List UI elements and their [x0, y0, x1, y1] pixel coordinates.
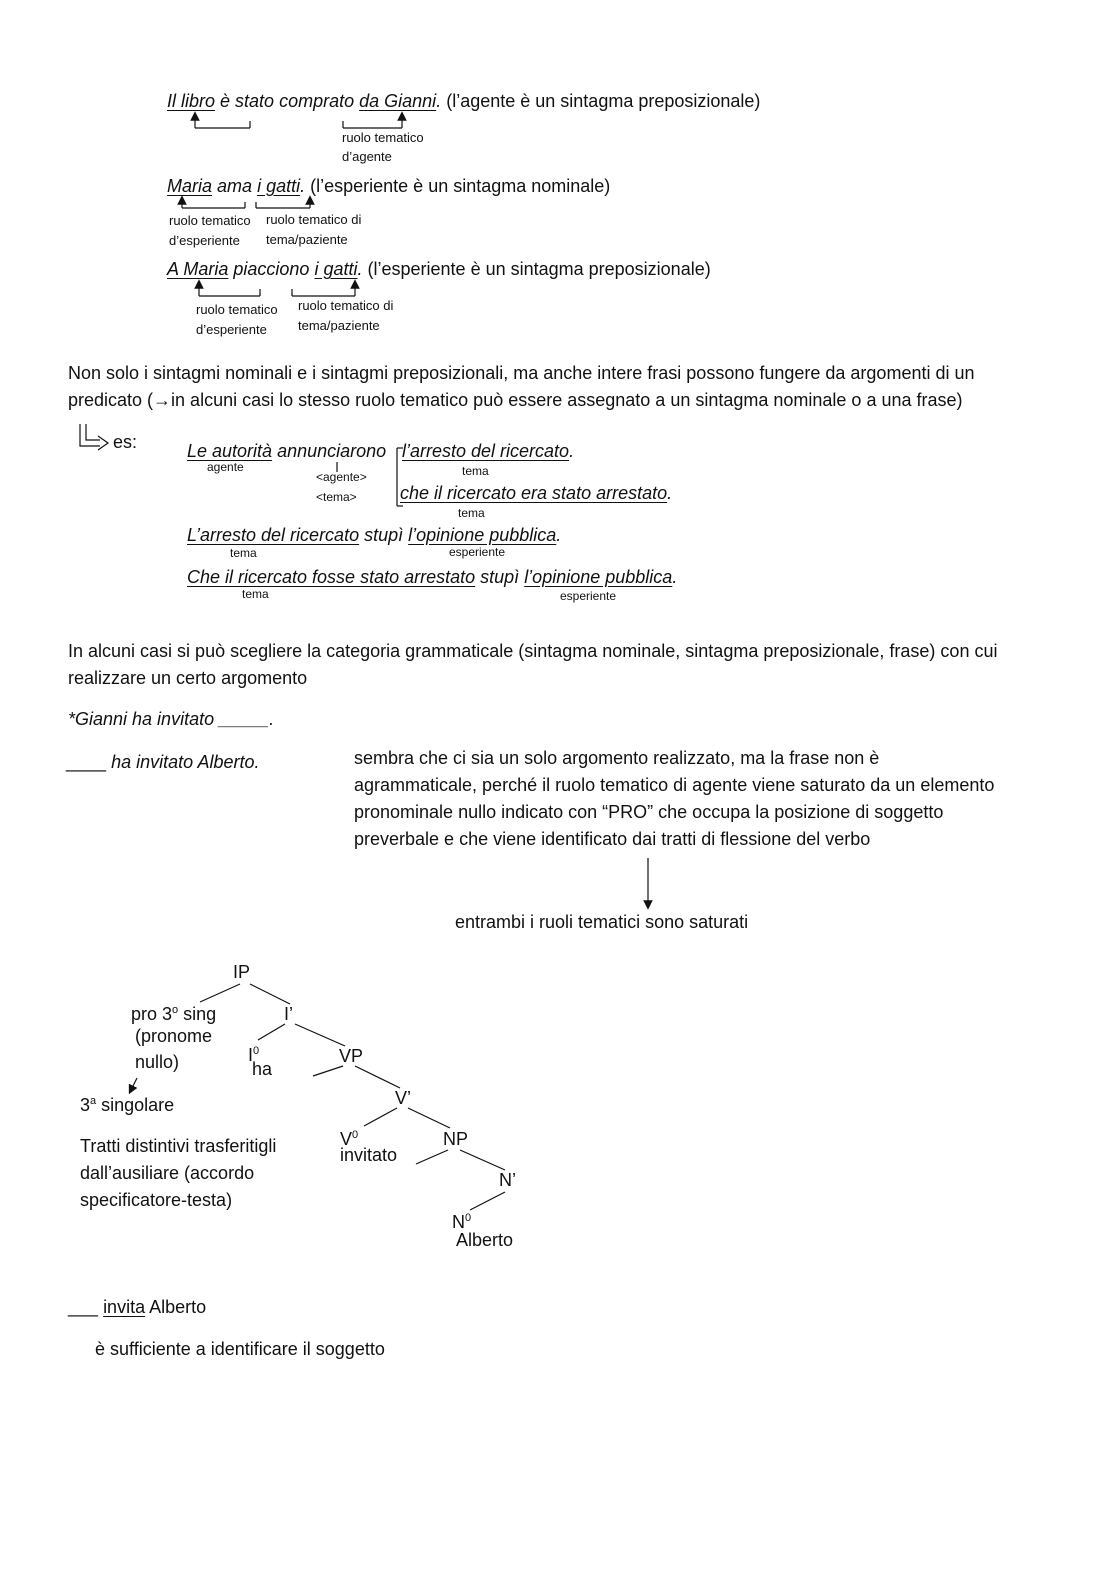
es2-object-role: esperiente	[449, 545, 506, 559]
es3-period: .	[672, 567, 678, 587]
es1-line	[187, 442, 386, 460]
es3-object: l’opinione pubblica	[524, 567, 673, 587]
es1-role-tema: <tema>	[316, 490, 357, 504]
es1-obj1-line	[402, 442, 574, 460]
example-2	[167, 177, 610, 195]
tree-v-bar: V’	[395, 1088, 412, 1108]
pro-example: ha invitato Alberto.	[111, 752, 260, 772]
last-note: è sufficiente a identificare il soggetto	[95, 1339, 385, 1359]
last-example	[68, 1298, 206, 1316]
ex2-label2-line1: ruolo tematico di	[266, 212, 362, 227]
es2-line	[187, 526, 561, 544]
tree-pro-text: pro 3	[131, 1004, 173, 1024]
ex1-label-line2: d’agente	[342, 149, 392, 164]
ex1-period: .	[436, 91, 442, 111]
es1-obj2-role: tema	[458, 506, 485, 520]
tree-v0-sup: 0	[352, 1129, 359, 1141]
es1-obj1: l’arresto del ricercato	[402, 441, 570, 461]
ex3-object: i gatti	[314, 259, 358, 279]
tree-i0-sup: 0	[253, 1045, 260, 1057]
ex2-label1-line2: d’esperiente	[169, 233, 240, 248]
tree-third-rest: singolare	[96, 1095, 175, 1115]
es2-period: .	[556, 525, 562, 545]
tree-pro-line2: (pronome	[135, 1026, 213, 1046]
tree-pro-text2: sing	[178, 1004, 217, 1024]
example-1	[167, 92, 760, 110]
tree-i-bar: I’	[284, 1004, 293, 1024]
tree-pro	[131, 1005, 216, 1023]
tree-third-singular	[80, 1096, 174, 1114]
ex1-note: (l’agente è un sintagma preposizionale)	[446, 91, 761, 111]
example-3	[167, 260, 711, 278]
es2-subject: L’arresto del ricercato	[187, 525, 360, 545]
es1-subject-role: agente	[207, 460, 244, 474]
pro-blank: ____	[66, 752, 107, 772]
tree-vp: VP	[339, 1046, 364, 1066]
es1-obj2-line	[400, 484, 672, 502]
ex3-verb: piacciono	[233, 259, 310, 279]
es1-period1: .	[569, 441, 575, 461]
ex2-label1-line1: ruolo tematico	[169, 213, 251, 228]
es-label: es:	[113, 432, 138, 452]
paragraph-arguments: Non solo i sintagmi nominali e i sintagmi preposizionali, ma anche intere frasi possono fungere da argomenti di un predicato (→in alcuni casi lo stesso ruolo tematico può essere assegnato a un sintagma nominale o a una frase)	[68, 363, 975, 410]
ex1-subject: Il libro	[167, 91, 216, 111]
star-example: *Gianni ha invitato _____.	[68, 709, 275, 729]
last-verb: invita	[103, 1297, 146, 1317]
ex2-object: i gatti	[257, 176, 301, 196]
tree-n0	[452, 1213, 471, 1231]
last-blank: ___	[68, 1297, 99, 1317]
es3-object-role: esperiente	[560, 589, 617, 603]
es2-verb: stupì	[364, 525, 404, 545]
tree-n-bar: N’	[499, 1170, 516, 1190]
ex2-verb: ama	[217, 176, 253, 196]
tree-n0-text: N	[452, 1212, 465, 1232]
ex1-label-line1: ruolo tematico	[342, 130, 424, 145]
tree-ip: IP	[233, 962, 251, 982]
tree-n0-sup: 0	[465, 1212, 472, 1224]
es1-obj2: che il ricercato era stato arrestato	[400, 483, 668, 503]
ex1-verb: è stato comprato	[220, 91, 355, 111]
es1-period2: .	[667, 483, 673, 503]
last-object: Alberto	[149, 1297, 207, 1317]
explanation: sembra che ci sia un solo argomento realizzato, ma la frase non è agrammaticale, perché il ruolo tematico di agente viene saturato da un elemento pronominale nullo indicato con “PRO” che occupa la posizione di soggetto preverbale e che viene identificato dai tratti di flessione del verbo	[354, 748, 995, 849]
ex3-label2-line1: ruolo tematico di	[298, 298, 394, 313]
es3-subject: Che il ricercato fosse stato arrestato	[187, 567, 476, 587]
es2-subject-role: tema	[230, 546, 257, 560]
ex1-agent: da Gianni	[359, 91, 437, 111]
ex3-label2-line2: tema/paziente	[298, 318, 380, 333]
tree-third-sup: a	[90, 1095, 97, 1107]
tree-i0-text: I	[248, 1045, 254, 1065]
es1-subject: Le autorità	[187, 441, 273, 461]
es1-role-agente: <agente>	[316, 470, 367, 484]
conclusion: entrambi i ruoli tematici sono saturati	[455, 912, 749, 932]
es3-line	[187, 568, 677, 586]
es3-subject-role: tema	[242, 587, 269, 601]
ex2-period: .	[300, 176, 306, 196]
tree-v0-text: V	[340, 1129, 353, 1149]
es2-object: l’opinione pubblica	[408, 525, 557, 545]
es1-obj1-role: tema	[462, 464, 489, 478]
ex3-label1-line2: d’esperiente	[196, 322, 267, 337]
tree-i0-word: ha	[252, 1059, 273, 1079]
ex3-period: .	[357, 259, 363, 279]
tree-pro-sup: o	[172, 1004, 179, 1016]
tree-pro-line3: nullo)	[135, 1052, 180, 1072]
paragraph-category: In alcuni casi si può scegliere la categoria grammaticale (sintagma nominale, sintagma preposizionale, frase) con cui realizzare un certo argomento	[68, 641, 998, 688]
ex3-note: (l’esperiente è un sintagma preposizionale)	[367, 259, 711, 279]
tree-np: NP	[443, 1129, 469, 1149]
es1-verb: annunciarono	[277, 441, 387, 461]
tree-n0-word: Alberto	[456, 1230, 514, 1250]
tree-v0-word: invitato	[340, 1145, 398, 1165]
pro-example-line	[66, 753, 259, 771]
es3-verb: stupì	[480, 567, 520, 587]
ex2-label2-line2: tema/paziente	[266, 232, 348, 247]
ex2-note: (l’esperiente è un sintagma nominale)	[310, 176, 611, 196]
ex3-label1-line1: ruolo tematico	[196, 302, 278, 317]
ex3-subject: A Maria	[167, 259, 229, 279]
tree-third-text: 3	[80, 1095, 91, 1115]
tree-tratti-note: Tratti distintivi trasferitigli dall’ausiliare (accordo specificatore-testa)	[80, 1136, 277, 1210]
ex2-subject: Maria	[167, 176, 213, 196]
